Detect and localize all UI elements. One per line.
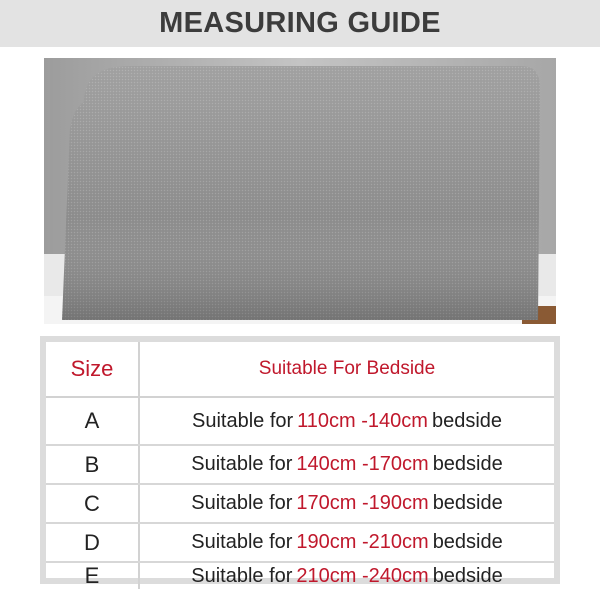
prefix-text: Suitable for <box>191 531 293 553</box>
table-row <box>46 398 554 446</box>
bedside-description <box>140 524 554 561</box>
size-label: D <box>46 524 140 561</box>
table-row <box>46 524 554 563</box>
suffix-text: bedside <box>431 409 503 432</box>
bedside-description <box>140 485 554 522</box>
size-label: B <box>46 446 140 483</box>
range-text: 140cm -170cm <box>296 453 429 475</box>
table-row <box>46 446 554 485</box>
suffix-text: bedside <box>432 492 503 514</box>
prefix-text: Suitable for <box>191 564 293 587</box>
range-text: 210cm -240cm <box>296 564 429 587</box>
table-row <box>46 485 554 524</box>
bedside-description <box>140 398 554 444</box>
prefix-text: Suitable for <box>191 492 293 514</box>
range-text: 190cm -210cm <box>296 531 429 553</box>
bedside-description <box>140 563 554 589</box>
size-label: E <box>46 563 140 589</box>
column-header-suitable: Suitable For Bedside <box>258 358 436 379</box>
range-text: 170cm -190cm <box>296 492 429 514</box>
suffix-text: bedside <box>432 453 503 475</box>
table-row <box>46 563 554 589</box>
table-header-row <box>46 342 554 398</box>
suffix-text: bedside <box>432 564 503 587</box>
prefix-text: Suitable for <box>191 453 293 475</box>
size-table <box>40 336 560 588</box>
column-header-size: Size <box>46 342 140 396</box>
bedside-description <box>140 446 554 483</box>
page-title: MEASURING GUIDE <box>159 7 441 39</box>
header-bar <box>0 0 600 47</box>
range-text: 110cm -140cm <box>297 409 428 432</box>
product-photo <box>44 58 556 324</box>
prefix-text: Suitable for <box>191 409 294 432</box>
headboard-cover-image <box>44 58 556 324</box>
size-label: A <box>46 398 140 444</box>
suffix-text: bedside <box>432 531 503 553</box>
size-label: C <box>46 485 140 522</box>
